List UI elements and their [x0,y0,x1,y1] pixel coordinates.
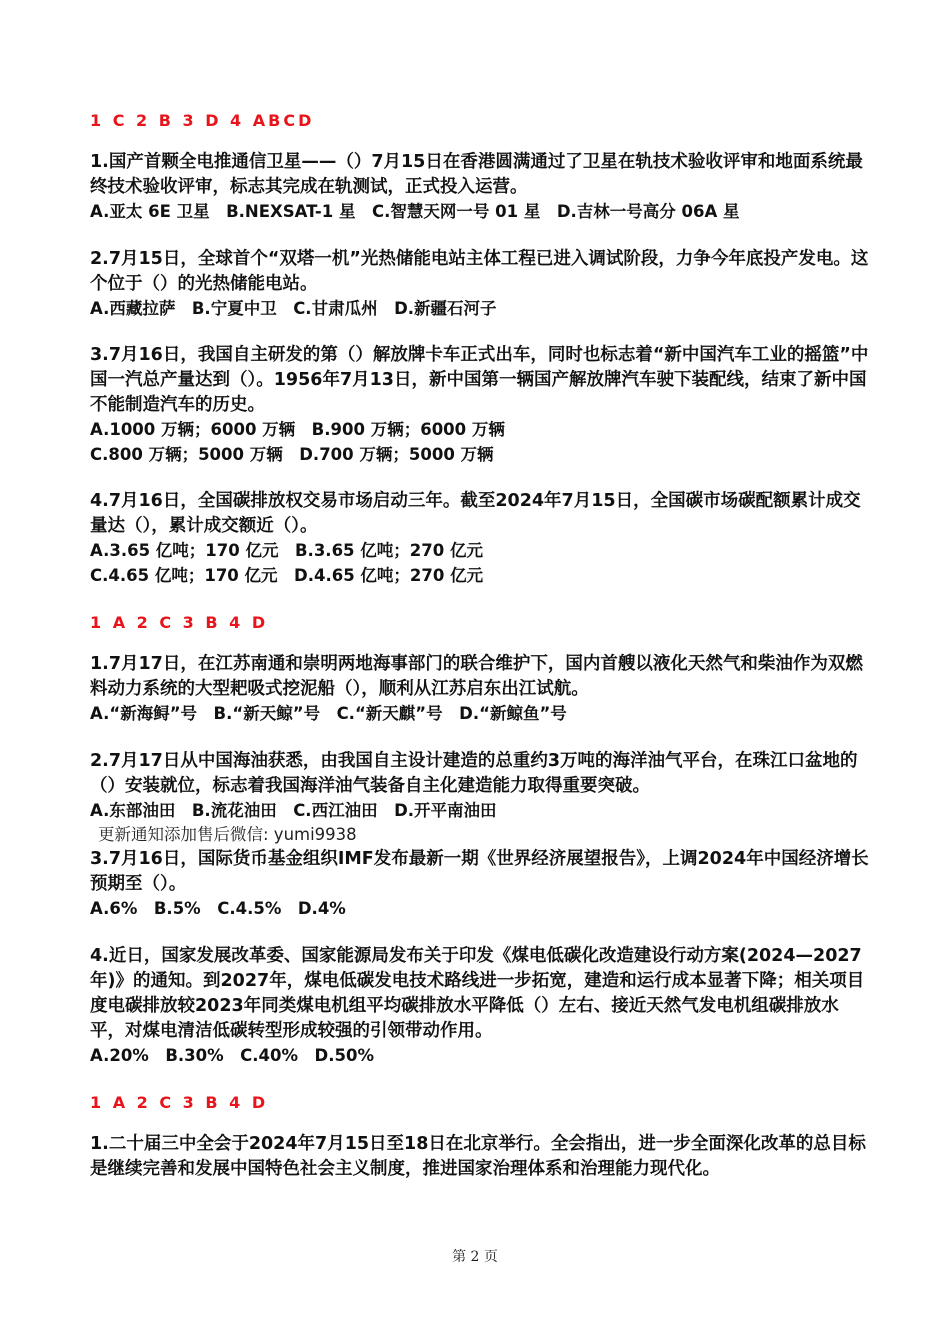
question-stem: 2.7月17日从中国海油获悉，由我国自主设计建造的总重约3万吨的海洋油气平台，在珠江口盆地的（）安装就位，标志着我国海洋油气装备自主化建造能力取得重要突破。 [90,750,858,796]
question-stem: 1.7月17日，在江苏南通和崇明两地海事部门的联合维护下，国内首艘以液化天然气和柴油作为双燃料动力系统的大型耙吸式挖泥船（），顺利从江苏启东出江试航。 [90,654,863,699]
answer-key: 1 A 2 C 3 B 4 D [90,613,269,632]
question-stem: 4.7月16日，全国碳排放权交易市场启动三年。截至2024年7月15日，全国碳市场碳配额累计成交量达（），累计成交额近（）。 [90,491,861,536]
question-options: A.20% B.30% C.40% D.50% [90,1045,375,1065]
question-item [90,247,870,322]
question-options: A.6% B.5% C.4.5% D.4% [90,899,346,918]
question-item [90,944,870,1069]
question-stem: 3.7月16日，我国自主研发的第（）解放牌卡车正式出车，同时也标志着“新中国汽车工业的摇篮”中国一汽总产量达到（）。1956年7月13日，新中国第一辆国产解放牌汽车驶下装配线，结束了新中国不能制造汽车的历史。 [90,345,869,415]
question-options: A.亚太 6E 卫星 B.NEXSAT-1 星 C.智慧天网一号 01 星 D.吉林一号高分 06A 星 [90,202,740,221]
document-content [90,108,870,1204]
question-options: A.东部油田 B.流花油田 C.西江油田 D.开平南油田 [90,800,497,820]
question-options: A.西藏拉萨 B.宁夏中卫 C.甘肃瓜州 D.新疆石河子 [90,298,497,318]
question-options: C.800 万辆；5000 万辆 D.700 万辆；5000 万辆 [90,444,494,464]
question-stem: 4.近日，国家发展改革委、国家能源局发布关于印发《煤电低碳化改造建设行动方案(2024—2027年)》的通知。到2027年，煤电低碳发电技术路线进一步拓宽，建造和运行成本显著下降；相关项目度电碳排放较2023年同类煤电机组平均碳排放水平降低（）左右、接近天然气发电机组碳排放水平，对煤电清洁低碳转型形成较强的引领带动作用。 [90,945,865,1041]
question-options: A.“新海鲟”号 B.“新天鲸”号 C.“新天麒”号 D.“新鲸鱼”号 [90,704,567,723]
question-item [90,652,870,727]
question-item [90,343,870,467]
question-stem: 2.7月15日，全球首个“双塔一机”光热储能电站主体工程已进入调试阶段，力争今年底投产发电。这个位于（）的光热储能电站。 [90,248,869,294]
question-stem: 1.二十届三中全会于2024年7月15日至18日在北京举行。全会指出，进一步全面深化改革的总目标是继续完善和发展中国特色社会主义制度，推进国家治理体系和治理能力现代化。 [90,1134,866,1179]
question-options: C.4.65 亿吨；170 亿元 D.4.65 亿吨；270 亿元 [90,565,484,585]
question-item [90,489,870,588]
page-number: 第 2 页 [452,1249,498,1265]
update-notice: 更新通知添加售后微信: yumi9938 [98,825,357,844]
answer-key: 1 A 2 C 3 B 4 D [90,1093,269,1112]
question-item [90,150,870,225]
answer-key: 1 C 2 B 3 D 4 ABCD [90,111,315,130]
question-item [90,1132,870,1182]
question-options: A.3.65 亿吨；170 亿元 B.3.65 亿吨；270 亿元 [90,541,483,560]
question-stem: 3.7月16日，国际货币基金组织IMF发布最新一期《世界经济展望报告》，上调2024年中国经济增长预期至（）。 [90,849,869,894]
question-item [90,847,870,922]
question-stem: 1.国产首颗全电推通信卫星——（）7月15日在香港圆满通过了卫星在轨技术验收评审和地面系统最终技术验收评审，标志其完成在轨测试，正式投入运营。 [90,152,863,197]
question-options: A.1000 万辆；6000 万辆 B.900 万辆；6000 万辆 [90,420,505,439]
question-item [90,749,870,824]
